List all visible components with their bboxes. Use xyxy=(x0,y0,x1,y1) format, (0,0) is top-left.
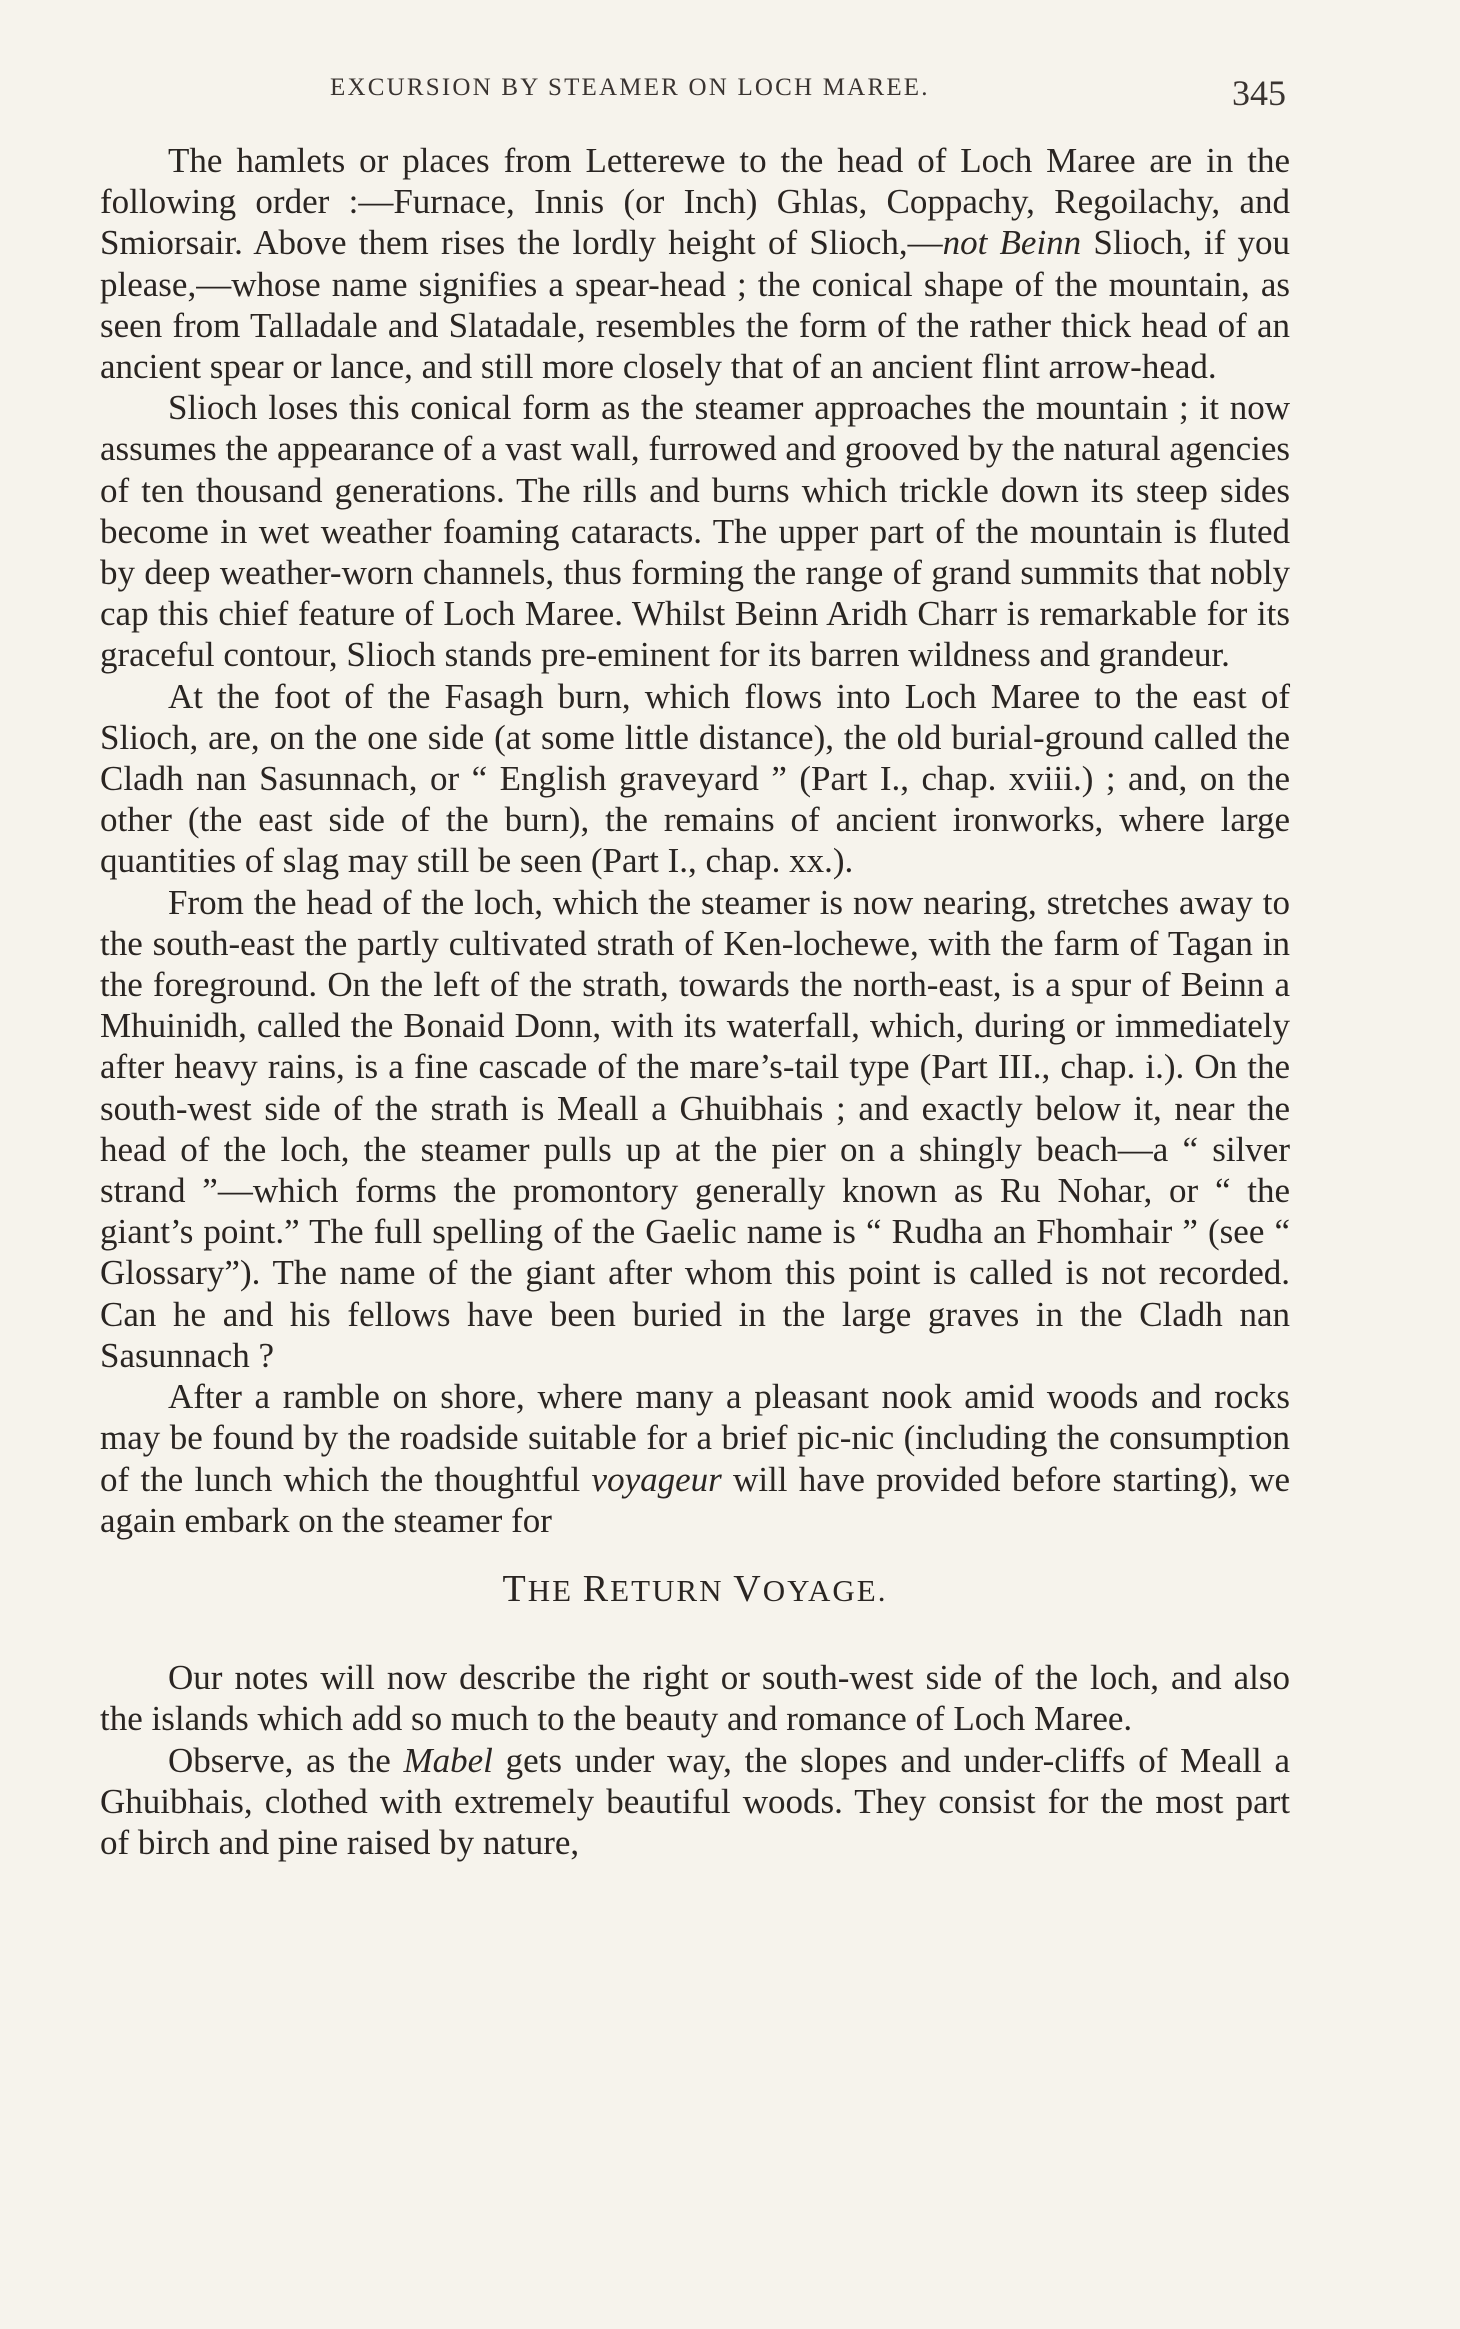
body-text xyxy=(100,140,1290,1863)
paragraph-head-of-loch xyxy=(100,882,1290,1376)
heading-cap: V xyxy=(733,1567,763,1610)
paragraph-ramble xyxy=(100,1376,1290,1541)
page-header xyxy=(0,66,1460,126)
italic-segment: not Beinn xyxy=(942,223,1082,263)
section-heading xyxy=(100,1569,1290,1611)
text-segment: Our notes will now describe the right or south-west side of the loch, and also the islands which add so much to the beauty and romance of Loch Maree. xyxy=(100,1658,1290,1739)
heading-rest: HE xyxy=(527,1572,583,1608)
italic-segment: Mabel xyxy=(403,1740,493,1780)
text-segment: Observe, as the xyxy=(168,1740,404,1780)
text-segment: will have provided before starting), we again embark on the steamer for xyxy=(100,1459,1291,1540)
paragraph-slioch xyxy=(100,387,1290,675)
text-segment: The hamlets or places from Letterewe to the head of Loch Maree are in the following order :—Furnace, Innis (or Inch) Ghlas, Coppachy, Regoilachy, and Smiorsair. Above them rises the lordly height of Slioch,— xyxy=(100,141,1290,263)
paragraph-notes xyxy=(100,1657,1290,1739)
text-segment: Slioch, if you please,—whose name signifies a spear-head ; the conical shape of the mountain, as seen from Talladale and Slatadale, resembles the form of the rather thick head of an ancient spear or lance, and still more closely that of an ancient flint arrow-head. xyxy=(100,223,1290,387)
page-number: 345 xyxy=(1232,73,1286,113)
heading-rest: OYAGE. xyxy=(762,1572,888,1608)
text-segment: From the head of the loch, which the steamer is now nearing, stretches away to the south-east the partly cultivated strath of Ken-lochewe, with the farm of Tagan in the foreground. On the left of the strath, towards the north-east, is a spur of Beinn a Mhuinidh, called the Bonaid Donn, with its waterfall, which, during or immediately after heavy rains, is a fine cascade of the mare’s-tail type (Part III., chap. i.). On the south-west side of the strath is Meall a Ghuibhais ; and exactly below it, near the head of the loch, the steamer pulls up at the pier on a shingly beach—a “ silver strand ”—which forms the promontory generally known as Ru Nohar, or “ the giant’s point.” The full spelling of the Gaelic name is “ Rudha an Fhomhair ” (see “ Glossary”). The name of the giant after whom this point is called is not recorded. Can he and his fellows have been buried in the large graves in the Cladh nan Sasunnach ? xyxy=(100,882,1290,1375)
text-segment: At the foot of the Fasagh burn, which flows into Loch Maree to the east of Slioch, are, on the one side (at some little distance), the old burial-ground called the Cladh nan Sasunnach, or “ English graveyard ” (Part I., chap. xviii.) ; and, on the other (the east side of the burn), the remains of ancient ironworks, where large quantities of slag may still be seen (Part I., chap. xx.). xyxy=(100,676,1290,881)
heading-rest: ETURN xyxy=(610,1572,734,1608)
running-head: EXCURSION BY STEAMER ON LOCH MAREE. xyxy=(330,74,930,101)
paragraph-fasagh xyxy=(100,676,1290,882)
heading-cap: T xyxy=(502,1567,528,1610)
paragraph-hamlets xyxy=(100,140,1290,387)
text-segment: gets under way, the slopes and under-cliffs of Meall a Ghuibhais, clothed with extremely beautiful woods. They consist for the most part of birch and pine raised by nature, xyxy=(100,1740,1290,1862)
heading-cap: R xyxy=(582,1567,611,1610)
text-segment: Slioch loses this conical form as the steamer approaches the mountain ; it now assumes the appearance of a vast wall, furrowed and grooved by the natural agencies of ten thousand generations. The rills and burns which trickle down its steep sides become in wet weather foaming cataracts. The upper part of the mountain is fluted by deep weather-worn channels, thus forming the range of grand summits that nobly cap this chief feature of Loch Maree. Whilst Beinn Aridh Charr is remarkable for its graceful contour, Slioch stands pre-eminent for its barren wildness and grandeur. xyxy=(100,388,1290,675)
text-segment: After a ramble on shore, where many a pleasant nook amid woods and rocks may be found by the roadside suitable for a brief pic-nic (including the consumption of the lunch which the thoughtful xyxy=(100,1377,1290,1499)
paragraph-observe xyxy=(100,1740,1290,1864)
italic-segment: voyageur xyxy=(591,1459,722,1499)
